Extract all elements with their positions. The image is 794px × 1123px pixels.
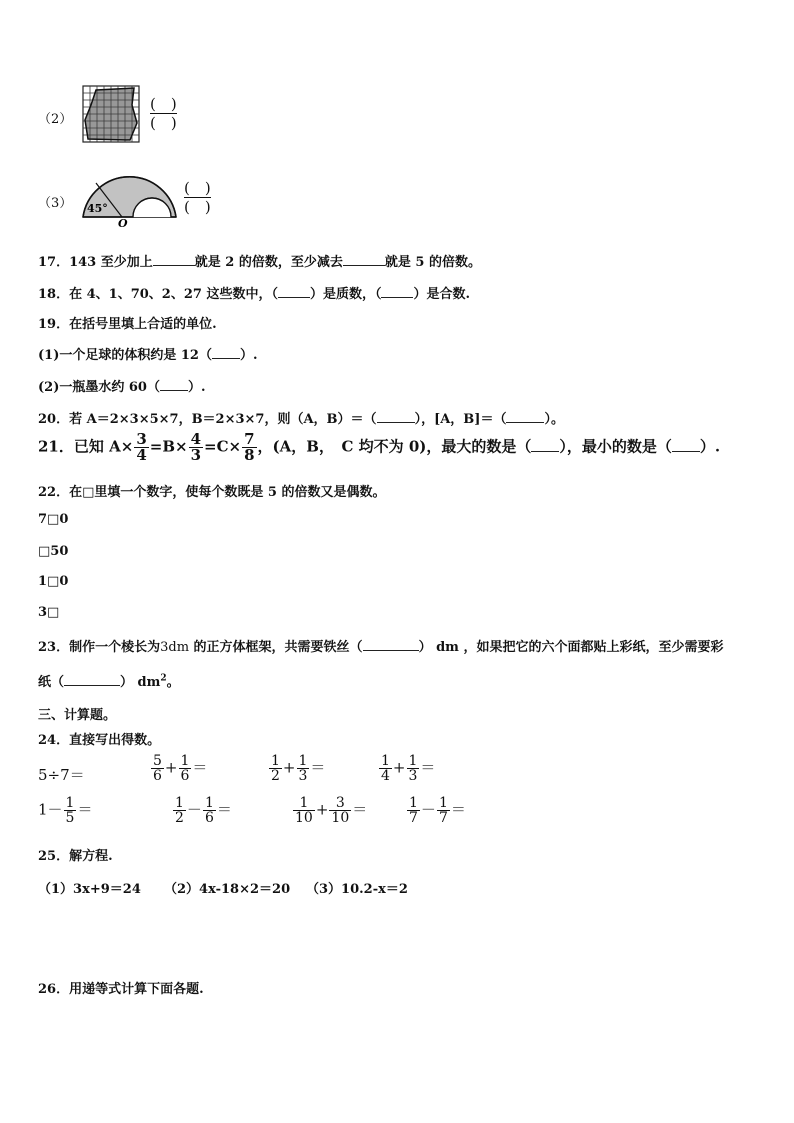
fraction-denominator-blank: ( ) <box>184 198 211 216</box>
fraction-7-8 <box>242 432 256 463</box>
numerator: 1 <box>180 753 190 769</box>
operator: － <box>186 800 202 819</box>
question-text: 纸（ <box>38 675 65 690</box>
figure-2-label: （2） <box>38 112 73 127</box>
question-text: ），[A，B]＝（ <box>414 412 507 427</box>
answer-blank[interactable] <box>363 638 419 651</box>
question-number: 24． <box>38 733 70 748</box>
question-text: 在 4、1、70、2、27 这些数中，（ <box>69 287 278 302</box>
numerator: 3 <box>136 430 147 448</box>
equals: ＝ <box>310 758 326 777</box>
calc-item[interactable]: 5÷7＝ <box>38 766 85 784</box>
denominator: 6 <box>153 768 162 784</box>
denominator: 8 <box>244 446 255 464</box>
denominator: 7 <box>409 810 418 826</box>
denominator: 10 <box>295 810 313 826</box>
denominator: 3 <box>190 446 202 464</box>
numerator: 4 <box>190 430 202 448</box>
denominator: 7 <box>438 810 448 826</box>
question-text: 就是 2 的倍数，至少减去 <box>194 255 343 270</box>
denominator: 3 <box>408 768 418 784</box>
fraction-numerator-blank: ( ) <box>184 179 211 197</box>
question-22-item[interactable]: 7□0 <box>38 512 69 527</box>
question-text: ，(A，B， C 均不为 0)，最大的数是（ <box>257 437 532 456</box>
numerator: 1 <box>65 795 75 811</box>
section-heading: 三、计算题。 <box>38 708 117 723</box>
calc-item[interactable] <box>268 754 325 783</box>
calc-item[interactable] <box>150 754 207 783</box>
figure-3-semicircle-shape <box>78 165 178 227</box>
question-text: (2)一瓶墨水约 60（ <box>38 380 160 395</box>
answer-blank[interactable] <box>212 346 240 359</box>
question-23-line-2 <box>38 671 180 690</box>
calc-item[interactable] <box>406 796 466 825</box>
question-21 <box>38 432 720 463</box>
equals: ＝ <box>192 758 208 777</box>
question-18 <box>38 283 470 302</box>
operator: + <box>315 800 329 819</box>
answer-blank[interactable] <box>381 285 413 298</box>
figure-2-answer-fraction[interactable] <box>150 95 177 132</box>
question-text: 解方程. <box>69 849 113 864</box>
question-text: =C× <box>204 437 242 456</box>
denominator: 4 <box>381 768 390 784</box>
answer-blank[interactable] <box>153 253 195 266</box>
question-text: 已知 A× <box>73 437 134 456</box>
operand: 1－ <box>38 800 63 819</box>
operator: + <box>164 758 178 777</box>
numerator: 3 <box>335 795 345 811</box>
fraction-4-3 <box>189 432 203 463</box>
question-text: ），最小的数是（ <box>559 437 672 456</box>
figure-2-grid-shape <box>82 85 140 143</box>
denominator: 3 <box>298 768 308 784</box>
equals: ＝ <box>450 800 466 819</box>
answer-blank[interactable] <box>160 378 188 391</box>
denominator: 10 <box>331 810 350 826</box>
operator: － <box>420 800 436 819</box>
denominator: 6 <box>180 768 190 784</box>
numerator: 1 <box>438 795 448 811</box>
question-text: ）. <box>187 380 206 395</box>
question-19-part-1 <box>38 344 258 363</box>
question-text: ）。 <box>544 412 564 427</box>
question-number: 26． <box>38 982 70 997</box>
question-number: 20． <box>38 412 70 427</box>
answer-blank[interactable] <box>343 253 385 266</box>
numerator: 1 <box>271 753 280 769</box>
question-text: (1)一个足球的体积约是 12（ <box>38 348 212 363</box>
question-text: =B× <box>149 437 188 456</box>
question-22-item[interactable]: 1□0 <box>38 574 69 589</box>
figure-3-label: （3） <box>38 196 73 211</box>
question-text: 的正方体框架，共需要铁丝（ <box>189 640 363 655</box>
question-19 <box>38 313 217 332</box>
question-24 <box>38 729 160 748</box>
denominator: 6 <box>204 810 214 826</box>
question-number: 17． <box>38 255 70 270</box>
denominator: 4 <box>136 446 147 464</box>
question-number: 25． <box>38 849 70 864</box>
answer-blank[interactable] <box>377 410 415 423</box>
operator: + <box>282 758 296 777</box>
denominator: 2 <box>175 810 184 826</box>
question-25 <box>38 845 113 864</box>
calc-item[interactable] <box>378 754 435 783</box>
answer-blank[interactable] <box>64 673 120 686</box>
equation-1[interactable]: （1）3x+9＝24 <box>38 882 141 897</box>
question-number: 23． <box>38 640 70 655</box>
question-text: 在□里填一个数字，使每个数既是 5 的倍数又是偶数。 <box>69 485 386 500</box>
fraction-numerator-blank: ( ) <box>150 95 177 113</box>
fraction-denominator-blank: ( ) <box>150 114 177 132</box>
numerator: 1 <box>381 753 390 769</box>
numerator: 1 <box>409 795 418 811</box>
equals: ＝ <box>216 800 232 819</box>
equals: ＝ <box>77 800 93 819</box>
figure-3-angle-label: 45° <box>87 202 108 215</box>
question-text: 在括号里填上合适的单位. <box>69 317 217 332</box>
equals: ＝ <box>352 800 368 819</box>
question-text: ）是合数. <box>413 287 471 302</box>
numerator: 1 <box>298 753 308 769</box>
numerator: 5 <box>153 753 162 769</box>
question-26 <box>38 978 204 997</box>
numerator: 1 <box>175 795 184 811</box>
superscript: 2 <box>160 673 167 684</box>
numerator: 1 <box>299 795 309 811</box>
numerator: 7 <box>244 430 255 448</box>
question-text: ） dm <box>120 675 161 690</box>
equation-2[interactable]: （2）4x-18×2＝20 <box>164 882 291 897</box>
question-17 <box>38 251 481 270</box>
numerator: 1 <box>408 753 418 769</box>
equals: ＝ <box>420 758 436 777</box>
question-number: 22． <box>38 485 70 500</box>
question-number: 18． <box>38 287 70 302</box>
question-text: 。 <box>166 675 180 690</box>
question-22 <box>38 481 385 500</box>
question-text: ）. <box>699 437 721 456</box>
calc-item[interactable] <box>172 796 232 825</box>
numerator: 1 <box>204 795 214 811</box>
calc-item[interactable] <box>38 796 92 825</box>
denominator: 5 <box>65 810 75 826</box>
answer-blank[interactable] <box>531 439 559 452</box>
fraction-3-4 <box>134 432 148 463</box>
question-text: 若 A＝2×3×5×7，B＝2×3×7，则（A，B）＝（ <box>69 412 377 427</box>
question-number: 19． <box>38 317 70 332</box>
question-text: 143 至少加上 <box>69 255 153 270</box>
question-text: 3dm <box>160 640 190 655</box>
question-19-part-2 <box>38 376 206 395</box>
figure-3-answer-fraction[interactable] <box>184 179 211 216</box>
equation-3[interactable]: （3）10.2-x＝2 <box>306 882 408 897</box>
question-text: 制作一个棱长为 <box>69 640 161 655</box>
denominator: 2 <box>271 768 280 784</box>
figure-3-origin-label: O <box>118 217 128 227</box>
question-number: 21． <box>38 437 74 456</box>
answer-blank[interactable] <box>672 439 700 452</box>
answer-blank[interactable] <box>506 410 544 423</box>
question-text: 直接写出得数。 <box>69 733 161 748</box>
answer-blank[interactable] <box>278 285 310 298</box>
question-22-item[interactable]: 3□ <box>38 605 60 620</box>
question-text: 用递等式计算下面各题. <box>69 982 204 997</box>
question-text: ）. <box>239 348 258 363</box>
question-text: ）是质数，（ <box>309 287 382 302</box>
question-22-item[interactable]: □50 <box>38 544 69 559</box>
calc-item[interactable] <box>292 796 367 825</box>
question-text: 就是 5 的倍数。 <box>384 255 481 270</box>
question-23-line-1 <box>38 636 723 655</box>
question-20 <box>38 408 564 427</box>
operator: + <box>392 758 406 777</box>
question-text: ） dm ，如果把它的六个面都贴上彩纸，至少需要彩 <box>418 640 724 655</box>
